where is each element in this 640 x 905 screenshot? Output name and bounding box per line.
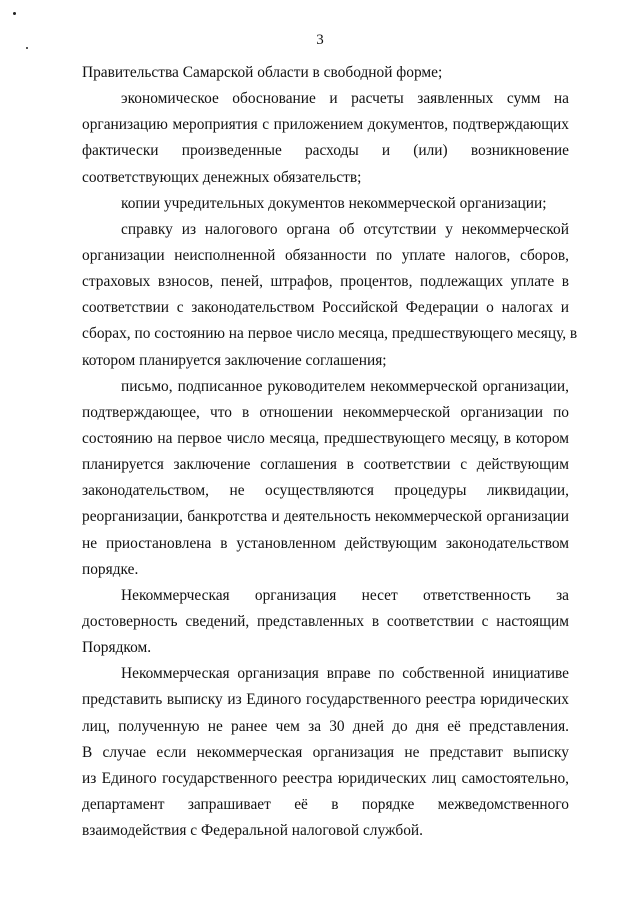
text-line: законодательством, не осуществляются процедуры ликвидации, (82, 482, 569, 500)
text-line: организации неисполненной обязанности по уплате налогов, сборов, (82, 246, 569, 264)
text-line: соответствующих денежных обязательств; (82, 168, 362, 186)
text-line: из Единого государственного реестра юридических лиц самостоятельно, (82, 769, 569, 787)
text-line: лиц, полученную не ранее чем за 30 дней до дня её представления. (82, 717, 569, 735)
text-line: представить выписку из Единого государственного реестра юридических (82, 691, 569, 709)
text-line: реорганизации, банкротства и деятельность некоммерческой организации (82, 508, 569, 526)
text-line: котором планируется заключение соглашения; (82, 351, 387, 369)
text-line: организацию мероприятия с приложением документов, подтверждающих (82, 116, 569, 134)
text-line: порядке. (82, 560, 139, 578)
text-line: состоянию на первое число месяца, предшествующего месяцу, в котором (82, 429, 569, 447)
text-line: письмо, подписанное руководителем некоммерческой организации, (121, 377, 569, 395)
text-line: фактически произведенные расходы и (или) возникновение (82, 142, 569, 160)
text-line: достоверность сведений, представленных в соответствии с настоящим (82, 612, 569, 630)
text-line: В случае если некоммерческая организация не представит выписку (82, 743, 569, 761)
scan-speck (13, 12, 16, 15)
text-line: планируется заключение соглашения в соответствии с действующим (82, 456, 569, 474)
text-line: взаимодействия с Федеральной налоговой службой. (82, 822, 423, 840)
text-line: копии учредительных документов некоммерческой организации; (121, 194, 547, 212)
text-line: подтверждающее, что в отношении некоммерческой организации по (82, 403, 569, 421)
text-line: справку из налогового органа об отсутствии у некоммерческой (121, 220, 569, 238)
text-line: департамент запрашивает её в порядке межведомственного (82, 795, 569, 813)
page-number: 3 (316, 32, 324, 48)
text-line: Некоммерческая организация вправе по собственной инициативе (121, 665, 569, 683)
text-line: соответствии с законодательством Российской Федерации о налогах и (82, 299, 569, 317)
text-line: сборах, по состоянию на первое число месяца, предшествующего месяцу, в (82, 325, 578, 343)
text-line: экономическое обоснование и расчеты заявленных сумм на (121, 90, 569, 108)
text-line: Некоммерческая организация несет ответственность за (121, 586, 569, 604)
text-line: Правительства Самарской области в свободной форме; (82, 64, 443, 81)
text-line: Порядком. (82, 639, 152, 657)
text-line: не приостановлена в установленном действующим законодательством (82, 534, 569, 552)
document-body (82, 60, 578, 844)
text-line: страховых взносов, пеней, штрафов, процентов, подлежащих уплате в (82, 273, 569, 291)
